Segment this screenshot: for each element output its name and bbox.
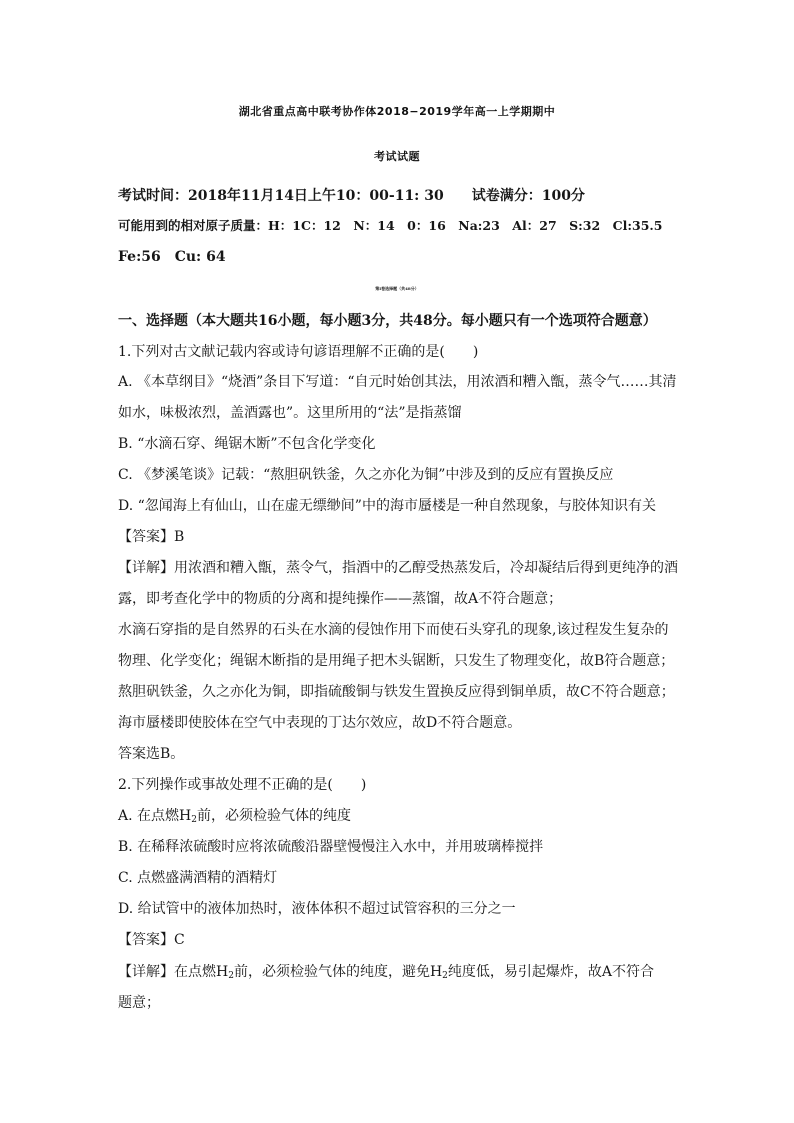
q2-option-a-post: 前，必须检验气体的纯度 [196, 808, 351, 824]
q1-explanation-line-1 [118, 558, 678, 578]
q2-stem: 2.下列操作或事故处理不正确的是( ) [118, 777, 367, 793]
q2-explanation-line-1 [118, 962, 678, 982]
atomic-masses-line-1: 可能用到的相对原子质量：H：1C：12 N：14 0：16 Na:23 Al：27 S:32 Cl:35.5 [118, 218, 663, 233]
q2-option-b: B. 在稀释浓硫酸时应将浓硫酸沿器壁慢慢注入水中，并用玻璃棒搅拌 [118, 839, 544, 855]
volume-title: 第Ⅰ卷选择题（共48分） [375, 286, 419, 291]
q1-option-c: C. 《梦溪笔谈》记载：“熬胆矾铁釜，久之亦化为铜”中涉及到的反应有置换反应 [118, 467, 614, 483]
q1-explanation-line-6: 海市蜃楼即使胶体在空气中表现的丁达尔效应，故D不符合题意。 [118, 715, 522, 731]
q2-explanation-post: 纯度低，易引起爆炸，故A不符合 [447, 964, 655, 980]
document-title-line-1: 湖北省重点高中联考协作体2018−2019学年高一上学期期中 [238, 105, 556, 118]
q1-explanation-line-4: 物理、化学变化；绳锯木断指的是用绳子把木头锯断，只发生了物理变化，故B符合题意； [118, 653, 675, 669]
q1-option-a-line-1: A. 《本草纲目》“烧酒”条目下写道：“自元时始创其法，用浓酒和糟入甑，蒸令气……其清 [118, 374, 677, 390]
q1-explanation-line-2: 露，即考查化学中的物质的分离和提纯操作——蒸馏，故A不符合题意； [118, 591, 563, 607]
q1-conclusion: 答案选B。 [118, 746, 185, 762]
q2-option-d: D. 给试管中的液体加热时，液体体积不超过试管容积的三分之一 [118, 901, 516, 917]
q1-option-d: D. “忽闻海上有仙山，山在虚无缥缈间”中的海市蜃楼是一种自然现象，与胶体知识有关 [118, 498, 656, 514]
q2-option-a-pre: A. 在点燃H [118, 808, 192, 824]
q2-explanation-pre: 在点燃H [174, 964, 229, 980]
exam-time-info: 考试时间：2018年11月14日上午10：00-11: 30 试卷满分：100分 [118, 188, 585, 204]
q2-explanation-line-2: 题意； [118, 995, 160, 1011]
q1-explanation-text-1: 用浓酒和糟入甑，蒸令气，指酒中的乙醇受热蒸发后，冷却凝结后得到更纯净的酒 [174, 560, 678, 576]
q2-explanation-mid: 前，必须检验气体的纯度，避免H [233, 964, 443, 980]
q2-option-a [118, 806, 678, 826]
q2-option-a-subscript: 2 [191, 815, 197, 825]
q2-option-c: C. 点燃盛满酒精的酒精灯 [118, 870, 278, 886]
q1-answer: 【答案】B [118, 529, 185, 545]
atomic-masses-line-2: Fe:56 Cu: 64 [118, 249, 226, 265]
q2-answer: 【答案】C [118, 932, 185, 948]
q1-option-b: B. “水滴石穿、绳锯木断”不包含化学变化 [118, 436, 376, 452]
q1-stem: 1.下列对古文献记载内容或诗句谚语理解不正确的是( ) [118, 344, 479, 360]
q1-explanation-line-3: 水滴石穿指的是自然界的石头在水滴的侵蚀作用下而使石头穿孔的现象,该过程发生复杂的 [118, 622, 669, 638]
q2-explanation-label: 【详解】 [118, 964, 174, 980]
q2-explanation-subscript-1: 2 [228, 971, 234, 981]
q1-explanation-line-5: 熬胆矾铁釜，久之亦化为铜，即指硫酸铜与铁发生置换反应得到铜单质，故C不符合题意； [118, 684, 675, 700]
q2-explanation-subscript-2: 2 [442, 971, 448, 981]
q1-option-a-line-2: 如水，味极浓烈，盖酒露也”。这里所用的“法”是指蒸馏 [118, 405, 462, 421]
part-title: 一、选择题（本大题共16小题，每小题3分，共48分。每小题只有一个选项符合题意） [118, 313, 657, 329]
document-title-line-2: 考试试题 [374, 150, 420, 163]
q1-explanation-label: 【详解】 [118, 560, 174, 576]
